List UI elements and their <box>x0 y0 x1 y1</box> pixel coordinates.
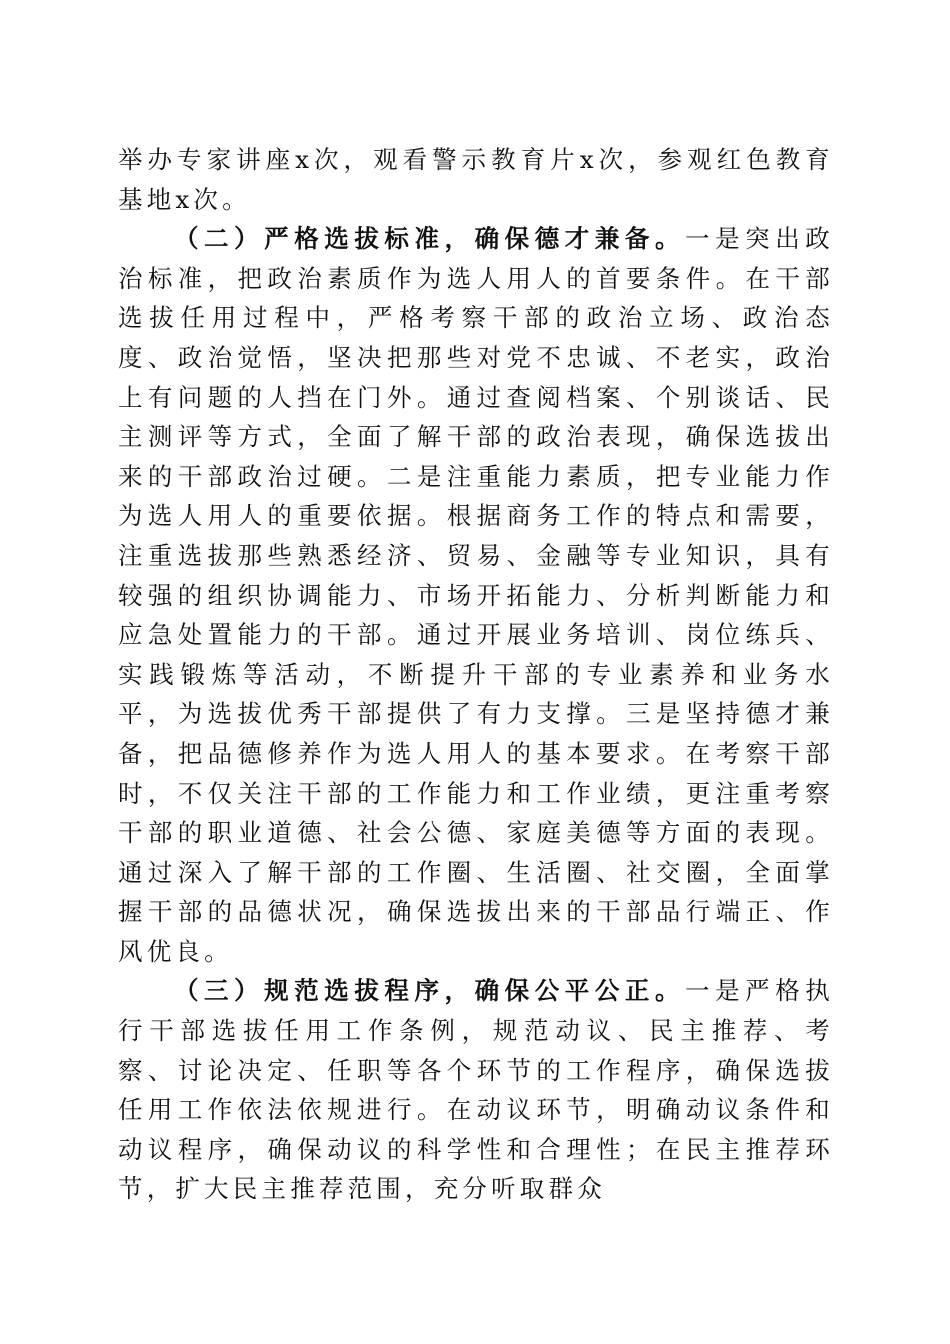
paragraph-section-2 <box>118 219 834 971</box>
paragraph-text: 一是严格执行干部选拔任用工作条例，规范动议、民主推荐、考察、讨论决定、任职等各个环节的工作程序，确保选拔任用工作依法依规进行。在动议环节，明确动议条件和动议程序，确保动议的科学性和合理性；在民主推荐环节，扩大民主推荐范围，充分听取群众 <box>118 976 834 1204</box>
section-heading: （二）严格选拔标准，确保德才兼备。 <box>174 224 686 254</box>
document-page <box>118 140 834 1209</box>
paragraph-text: 举办专家讲座x次，观看警示教育片x次，参观红色教育基地x次。 <box>118 145 834 214</box>
section-heading: （三）规范选拔程序，确保公平公正。 <box>174 976 686 1006</box>
paragraph-text: 一是突出政治标准，把政治素质作为选人用人的首要条件。在干部选拔任用过程中，严格考察干部的政治立场、政治态度、政治觉悟，坚决把那些对党不忠诚、不老实，政治上有问题的人挡在门外。通过查阅档案、个别谈话、民主测评等方式，全面了解干部的政治表现，确保选拔出来的干部政治过硬。二是注重能力素质，把专业能力作为选人用人的重要依据。根据商务工作的特点和需要，注重选拔那些熟悉经济、贸易、金融等专业知识，具有较强的组织协调能力、市场开拓能力、分析判断能力和应急处置能力的干部。通过开展业务培训、岗位练兵、实践锻炼等活动，不断提升干部的专业素养和业务水平，为选拔优秀干部提供了有力支撑。三是坚持德才兼备，把品德修养作为选人用人的基本要求。在考察干部时，不仅关注干部的工作能力和工作业绩，更注重考察干部的职业道德、社会公德、家庭美德等方面的表现。通过深入了解干部的工作圈、生活圈、社交圈，全面掌握干部的品德状况，确保选拔出来的干部品行端正、作风优良。 <box>118 224 834 966</box>
paragraph-section-3 <box>118 971 834 1209</box>
paragraph-continuation <box>118 140 834 219</box>
